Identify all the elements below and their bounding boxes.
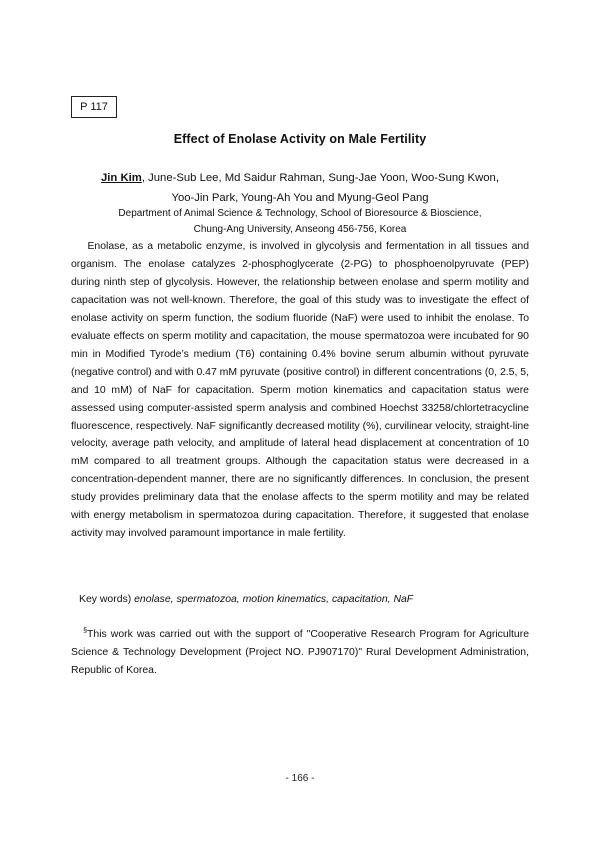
keywords bbox=[79, 591, 529, 609]
affiliation-line-2: Chung-Ang University, Anseong 456-756, Korea bbox=[193, 224, 407, 235]
co-authors-line-1: , June-Sub Lee, Md Saidur Rahman, Sung-Jae Yoon, Woo-Sung Kwon, bbox=[141, 172, 499, 184]
page-number: - 166 - bbox=[285, 773, 315, 784]
affiliation-line-1: Department of Animal Science & Technology, School of Bioresource & Bioscience, bbox=[118, 208, 482, 219]
section-mark: § bbox=[83, 627, 88, 635]
acknowledgment-text: This work was carried out with the support of "Cooperative Research Program for Agriculture Science & Technology Development (Project NO. PJ907170)" Rural Development Administration, Republic of Korea. bbox=[71, 629, 529, 676]
author-line-1 bbox=[60, 169, 540, 189]
poster-id-box: P 117 bbox=[71, 96, 117, 118]
author-list bbox=[60, 169, 540, 208]
keywords-values: enolase, spermatozoa, motion kinematics, capacitation, NaF bbox=[134, 594, 414, 605]
abstract-text: Enolase, as a metabolic enzyme, is involved in glycolysis and fermentation in all tissues and organism. The enolase catalyzes 2-phosphoglycerate (2-PG) to phosphoenolpyruvate (PEP) during ninth step of glycolysis. However, the relationship between enolase and sperm motility and capacitation was not well-known. Therefore, the goal of this study was to investigate the effect of enolase activity on sperm function, the sodium fluoride (NaF) were used to inhibit the enolase. To evaluate effects on sperm motility and capacitation, the mouse spermatozoa were incubated for 90 min in Modified Tyrode’s medium (T6) containing 0.4% bovine serum albumin without pyruvate (negative control) and with 0.47 mM pyruvate (positive control) in different concentrations (0, 2.5, 5, and 10 mM) of NaF for capacitation. Sperm motion kinematics and capacitation status were assessed using computer-assisted sperm analysis and combined Hoechst 33258/chlortetracycline fluorescence, respectively. NaF significantly decreased motility (%), curvilinear velocity, straight-line velocity, average path velocity, and amplitude of lateral head displacement at concentration of 10 mM compared to all treatment groups. Although the capacitation status were decreased in a concentration-dependent manner, there are no significantly differences. In conclusion, the present study provides preliminary data that the enolase affects to the sperm motility and may be related with energy metabolism in spermatozoa during capacitation. Therefore, it suggested that enolase activity may involved paramount importance in male fertility. bbox=[71, 241, 532, 540]
acknowledgment bbox=[71, 626, 529, 680]
author-line-2: Yoo-Jin Park, Young-Ah You and Myung-Geol Pang bbox=[171, 191, 429, 204]
keywords-label: Key words) bbox=[79, 594, 135, 605]
paper-title: Effect of Enolase Activity on Male Fertility bbox=[173, 132, 427, 146]
affiliation bbox=[60, 206, 540, 238]
presenting-author: Jin Kim bbox=[101, 172, 142, 184]
